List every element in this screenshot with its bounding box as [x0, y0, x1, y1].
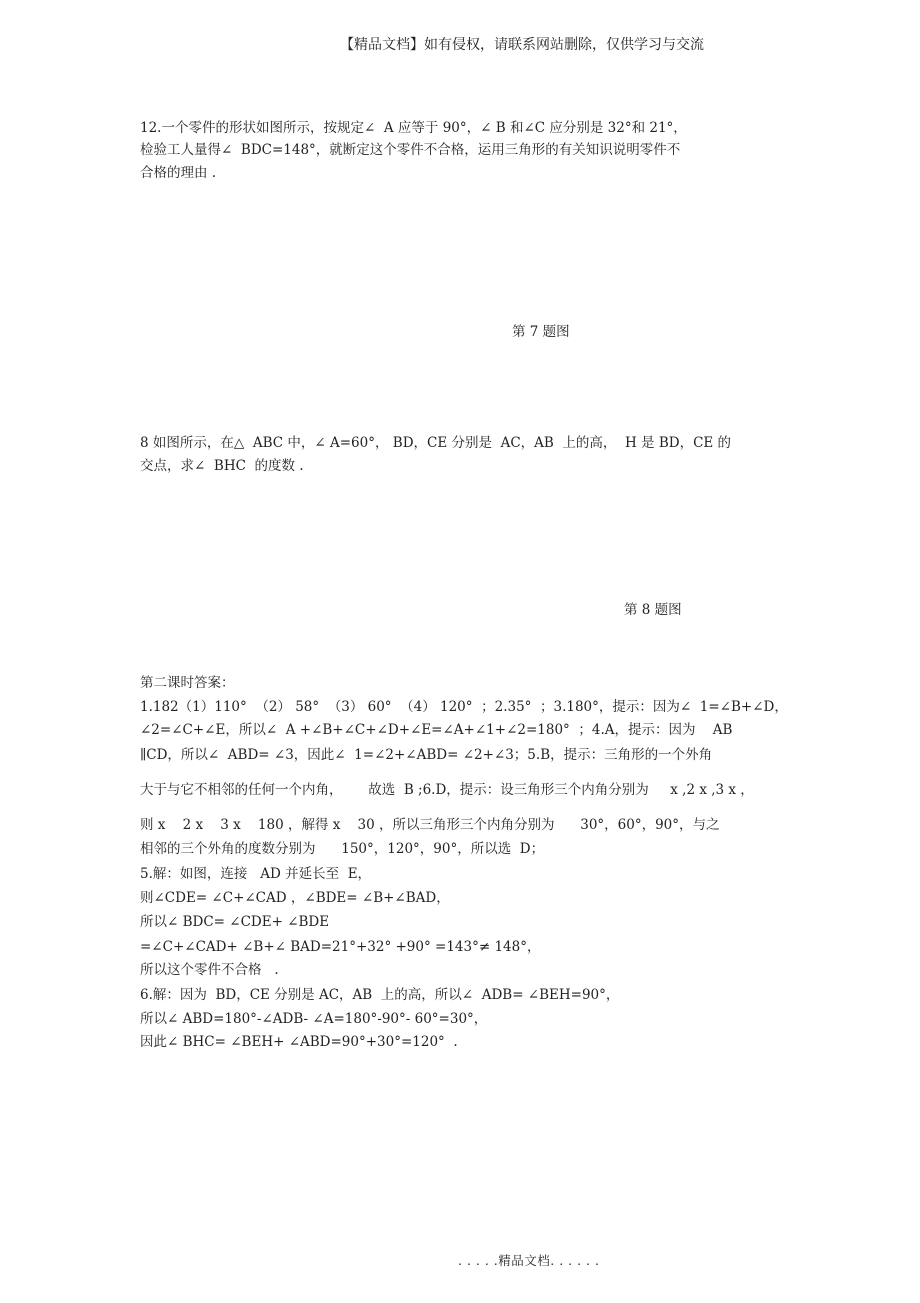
answer-line: 所以∠ ABD=180°-∠ADB- ∠A=180°-90°- 60°=30°，: [140, 1011, 488, 1027]
q8-line-2: 交点，求∠ BHC 的度数 .: [140, 458, 304, 474]
page-header: 【精品文档】如有侵权，请联系网站删除，仅供学习与交流: [340, 37, 704, 53]
answer-line: 所以这个零件不合格 .: [140, 962, 279, 978]
answer-line: 则∠CDE= ∠C+∠CAD ，∠BDE= ∠B+∠BAD，: [140, 890, 450, 906]
answer-line: 1.182（1）110° （2） 58° （3） 60° （4） 120° ；2.35° ；3.180°，提示：因为∠ 1=∠B+∠D，: [140, 699, 788, 715]
answer-line: 所以∠ BDC= ∠CDE+ ∠BDE: [140, 914, 330, 930]
answer-line: 6.解：因为 BD，CE 分别是 AC，AB 上的高，所以∠ ADB= ∠BEH=90°，: [140, 987, 620, 1003]
q12-line-2: 检验工人量得∠ BDC=148°，就断定这个零件不合格，运用三角形的有关知识说明零件不: [140, 142, 681, 158]
figure-7-caption: 第 7 题图: [512, 324, 570, 340]
answer-line: ∠2=∠C+∠E，所以∠ A +∠B+∠C+∠D+∠E=∠A+∠1+∠2=180° ；4.A，提示：因为 AB: [140, 722, 733, 738]
answer-line: 相邻的三个外角的度数分别为 150°，120°，90°，所以选 D；: [140, 841, 545, 857]
answer-line: ∥CD，所以∠ ABD= ∠3，因此∠ 1=∠2+∠ABD= ∠2+∠3；5.B，提示：三角形的一个外角: [140, 747, 713, 763]
answer-line: 5.解：如图，连接 AD 并延长至 E，: [140, 866, 372, 882]
q12-line-1: 12.一个零件的形状如图所示，按规定∠ A 应等于 90°，∠ B 和∠C 应分别是 32°和 21°，: [140, 120, 687, 136]
answer-line: 因此∠ BHC= ∠BEH+ ∠ABD=90°+30°=120° .: [140, 1034, 458, 1050]
answer-line: =∠C+∠CAD+ ∠B+∠ BAD=21°+32° +90° =143°≠ 148°，: [140, 939, 541, 955]
figure-8-caption: 第 8 题图: [624, 602, 682, 618]
q8-line-1: 8 如图所示，在△ ABC 中，∠ A=60°， BD，CE 分别是 AC，AB 上的高， H 是 BD，CE 的: [140, 435, 732, 451]
page-footer: . . . . .精品文档. . . . . .: [458, 1253, 600, 1268]
answer-line: 则 x 2 x 3 x 180 ，解得 x 30 ，所以三角形三个内角分别为 30°，60°，90°，与之: [140, 817, 720, 833]
q12-line-3: 合格的理由 .: [140, 165, 217, 181]
answer-line: 大于与它不相邻的任何一个内角， 故选 B ;6.D，提示：设三角形三个内角分别为 x ,2 x ,3 x ，: [140, 782, 754, 798]
answers-title: 第二课时答案：: [140, 675, 235, 691]
